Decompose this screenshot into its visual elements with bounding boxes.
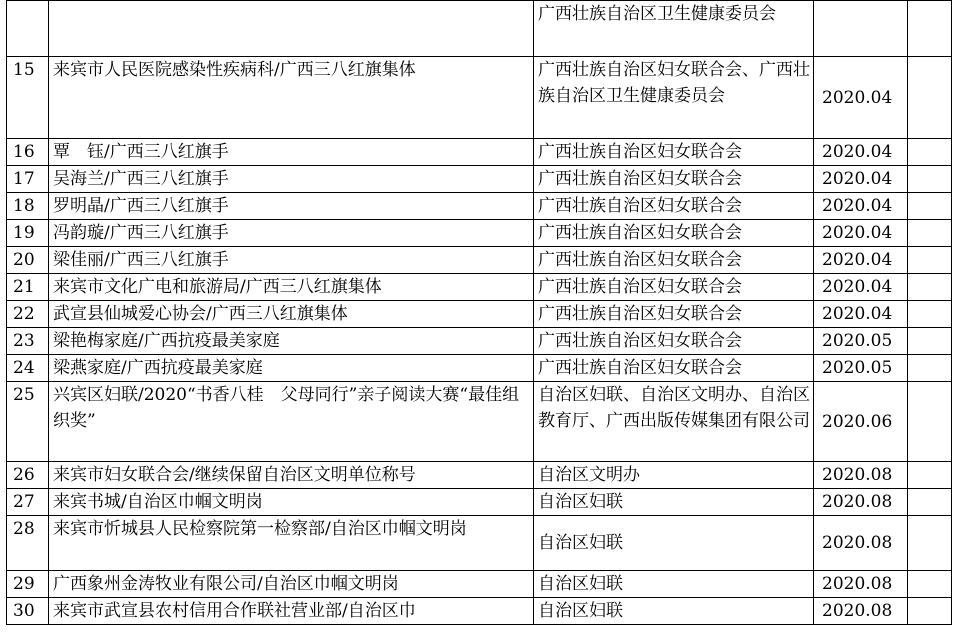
issuing-org: 广西壮族自治区卫生健康委员会	[534, 1, 814, 57]
honor-title: 来宾市忻城县人民检察院第一检察部/自治区巾帼文明岗	[49, 516, 534, 571]
empty-cell	[908, 1, 952, 57]
honor-title: 覃 钰/广西三八红旗手	[49, 139, 534, 166]
table-row	[7, 274, 952, 301]
table-row	[7, 571, 952, 598]
empty-cell	[908, 57, 952, 139]
table-row	[7, 489, 952, 516]
award-date: 2020.08	[814, 571, 908, 598]
empty-cell	[908, 516, 952, 571]
honors-table	[6, 0, 952, 625]
award-date: 2020.04	[814, 247, 908, 274]
row-number: 25	[7, 382, 49, 462]
empty-cell	[908, 301, 952, 328]
issuing-org: 自治区妇联	[534, 489, 814, 516]
issuing-org: 广西壮族自治区妇女联合会	[534, 301, 814, 328]
empty-cell	[908, 193, 952, 220]
empty-cell	[908, 247, 952, 274]
award-date: 2020.08	[814, 462, 908, 489]
award-date: 2020.04	[814, 139, 908, 166]
award-date: 2020.04	[814, 274, 908, 301]
honor-title: 广西象州金涛牧业有限公司/自治区巾帼文明岗	[49, 571, 534, 598]
table-row	[7, 139, 952, 166]
award-date: 2020.04	[814, 301, 908, 328]
empty-cell	[908, 382, 952, 462]
award-date: 2020.04	[814, 220, 908, 247]
issuing-org: 广西壮族自治区妇女联合会、广西壮族自治区卫生健康委员会	[534, 57, 814, 139]
table-row	[7, 301, 952, 328]
honor-title: 冯韵璇/广西三八红旗手	[49, 220, 534, 247]
honor-title: 武宣县仙城爱心协会/广西三八红旗集体	[49, 301, 534, 328]
table-row	[7, 193, 952, 220]
issuing-org: 广西壮族自治区妇女联合会	[534, 139, 814, 166]
row-number: 22	[7, 301, 49, 328]
empty-cell	[908, 462, 952, 489]
award-date: 2020.08	[814, 598, 908, 625]
table-row	[7, 166, 952, 193]
award-date: 2020.08	[814, 489, 908, 516]
honor-title: 来宾市武宣县农村信用合作联社营业部/自治区巾	[49, 598, 534, 625]
award-date: 2020.04	[814, 193, 908, 220]
table-row	[7, 598, 952, 625]
honor-title: 来宾书城/自治区巾帼文明岗	[49, 489, 534, 516]
table-row	[7, 247, 952, 274]
table-row	[7, 220, 952, 247]
row-number: 20	[7, 247, 49, 274]
table-row	[7, 328, 952, 355]
award-date: 2020.04	[814, 57, 908, 139]
honor-title: 梁佳丽/广西三八红旗手	[49, 247, 534, 274]
honor-title: 兴宾区妇联/2020“书香八桂 父母同行”亲子阅读大赛“最佳组织奖”	[49, 382, 534, 462]
table-row	[7, 462, 952, 489]
issuing-org: 自治区妇联	[534, 598, 814, 625]
empty-cell	[908, 166, 952, 193]
table-row	[7, 516, 952, 571]
issuing-org: 自治区妇联、自治区文明办、自治区教育厅、广西出版传媒集团有限公司	[534, 382, 814, 462]
row-number: 15	[7, 57, 49, 139]
honor-title: 来宾市妇女联合会/继续保留自治区文明单位称号	[49, 462, 534, 489]
issuing-org: 广西壮族自治区妇女联合会	[534, 328, 814, 355]
table-row	[7, 1, 952, 57]
empty-cell	[908, 274, 952, 301]
issuing-org: 广西壮族自治区妇女联合会	[534, 220, 814, 247]
honor-title: 来宾市文化广电和旅游局/广西三八红旗集体	[49, 274, 534, 301]
table-row	[7, 382, 952, 462]
row-number: 30	[7, 598, 49, 625]
issuing-org: 广西壮族自治区妇女联合会	[534, 166, 814, 193]
row-number: 28	[7, 516, 49, 571]
award-date: 2020.05	[814, 328, 908, 355]
issuing-org: 自治区妇联	[534, 571, 814, 598]
award-date	[814, 1, 908, 57]
empty-cell	[908, 571, 952, 598]
issuing-org: 自治区文明办	[534, 462, 814, 489]
issuing-org: 广西壮族自治区妇女联合会	[534, 355, 814, 382]
honor-title: 梁艳梅家庭/广西抗疫最美家庭	[49, 328, 534, 355]
empty-cell	[908, 489, 952, 516]
award-date: 2020.08	[814, 516, 908, 571]
honor-title	[49, 1, 534, 57]
award-date: 2020.05	[814, 355, 908, 382]
issuing-org: 广西壮族自治区妇女联合会	[534, 274, 814, 301]
award-date: 2020.04	[814, 166, 908, 193]
row-number: 16	[7, 139, 49, 166]
honor-title: 吴海兰/广西三八红旗手	[49, 166, 534, 193]
row-number: 26	[7, 462, 49, 489]
empty-cell	[908, 220, 952, 247]
row-number: 27	[7, 489, 49, 516]
empty-cell	[908, 328, 952, 355]
row-number: 19	[7, 220, 49, 247]
row-number: 18	[7, 193, 49, 220]
honor-title: 来宾市人民医院感染性疾病科/广西三八红旗集体	[49, 57, 534, 139]
row-number	[7, 1, 49, 57]
issuing-org: 广西壮族自治区妇女联合会	[534, 247, 814, 274]
empty-cell	[908, 139, 952, 166]
table-row	[7, 355, 952, 382]
issuing-org: 自治区妇联	[534, 516, 814, 571]
row-number: 21	[7, 274, 49, 301]
honor-title: 罗明晶/广西三八红旗手	[49, 193, 534, 220]
award-date: 2020.06	[814, 382, 908, 462]
empty-cell	[908, 355, 952, 382]
empty-cell	[908, 598, 952, 625]
honor-title: 梁燕家庭/广西抗疫最美家庭	[49, 355, 534, 382]
issuing-org: 广西壮族自治区妇女联合会	[534, 193, 814, 220]
row-number: 17	[7, 166, 49, 193]
row-number: 23	[7, 328, 49, 355]
row-number: 24	[7, 355, 49, 382]
table-row	[7, 57, 952, 139]
row-number: 29	[7, 571, 49, 598]
